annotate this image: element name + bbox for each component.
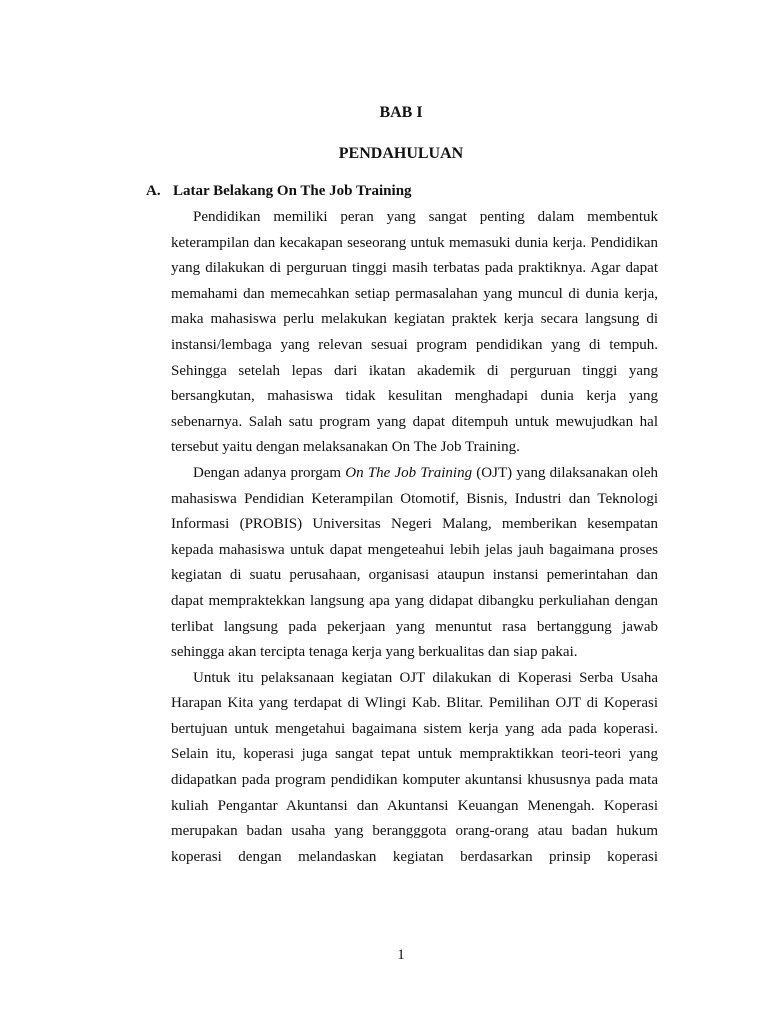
chapter-title: PENDAHULUAN	[338, 145, 464, 162]
section-title: Latar Belakang On The Job Training	[173, 183, 412, 199]
paragraph-3: Untuk itu pelaksanaan kegiatan OJT dilakukan di Koperasi Serba Usaha Harapan Kita yang terdapat di Wlingi Kab. Blitar. Pemilihan OJT di Koperasi bertujuan untuk mengetahui bagaimana sistem kerja yang ada pada koperasi. Selain itu, koperasi juga sangat tepat untuk mempraktikkan teori-teori yang didapatkan pada program pendidikan komputer akuntansi khususnya pada mata kuliah Pengantar Akuntansi dan Akuntansi Keuangan Menengah. Koperasi merupakan badan usaha yang berangggota orang-orang atau badan hukum koperasi dengan melandaskan kegiatan berdasarkan prinsip koperasi	[171, 669, 658, 865]
paragraph-2	[171, 461, 658, 666]
paragraph-2-before: Dengan adanya prorgam	[193, 464, 346, 481]
section-heading	[146, 183, 412, 200]
page-number: 1	[397, 947, 405, 963]
paragraph-1: Pendidikan memiliki peran yang sangat penting dalam membentuk keterampilan dan kecakapan seseorang untuk memasuki dunia kerja. Pendidikan yang dilakukan di perguruan tinggi masih terbatas pada praktiknya. Agar dapat memahami dan memecahkan setiap permasalahan yang muncul di dunia kerja, maka mahasiswa perlu melakukan kegiatan praktek kerja secara langsung di instansi/lembaga yang relevan sesuai program pendidikan yang di tempuh. Sehingga setelah lepas dari ikatan akademik di perguruan tinggi yang bersangkutan, mahasiswa tidak kesulitan menghadapi dunia kerja yang sebenarnya. Salah satu program yang dapat ditempuh untuk mewujudkan hal tersebut yaitu dengan melaksanakan On The Job Training.	[171, 209, 658, 456]
paragraph-2-after: (OJT) yang dilaksanakan oleh mahasiswa Pendidian Keterampilan Otomotif, Bisnis, Industri dan Teknologi Informasi (PROBIS) Universitas Negeri Malang, memberikan kesempatan kepada mahasiswa untuk dapat mengeteahui lebih jelas jauh bagaimana proses kegiatan di suatu perusahaan, organisasi ataupun instansi pemerintahan dan dapat mempraktekkan langsung apa yang didapat dibangku perkuliahan dengan terlibat langsung pada pekerjaan yang menuntut rasa bertanggung jawab sehingga akan tercipta tenaga kerja yang berkualitas dan siap pakai.	[171, 464, 658, 661]
body-text	[171, 205, 658, 870]
chapter-number: BAB I	[379, 104, 423, 121]
paragraph-2-emphasis: On The Job Training	[345, 464, 473, 481]
section-label: A.	[146, 183, 161, 199]
